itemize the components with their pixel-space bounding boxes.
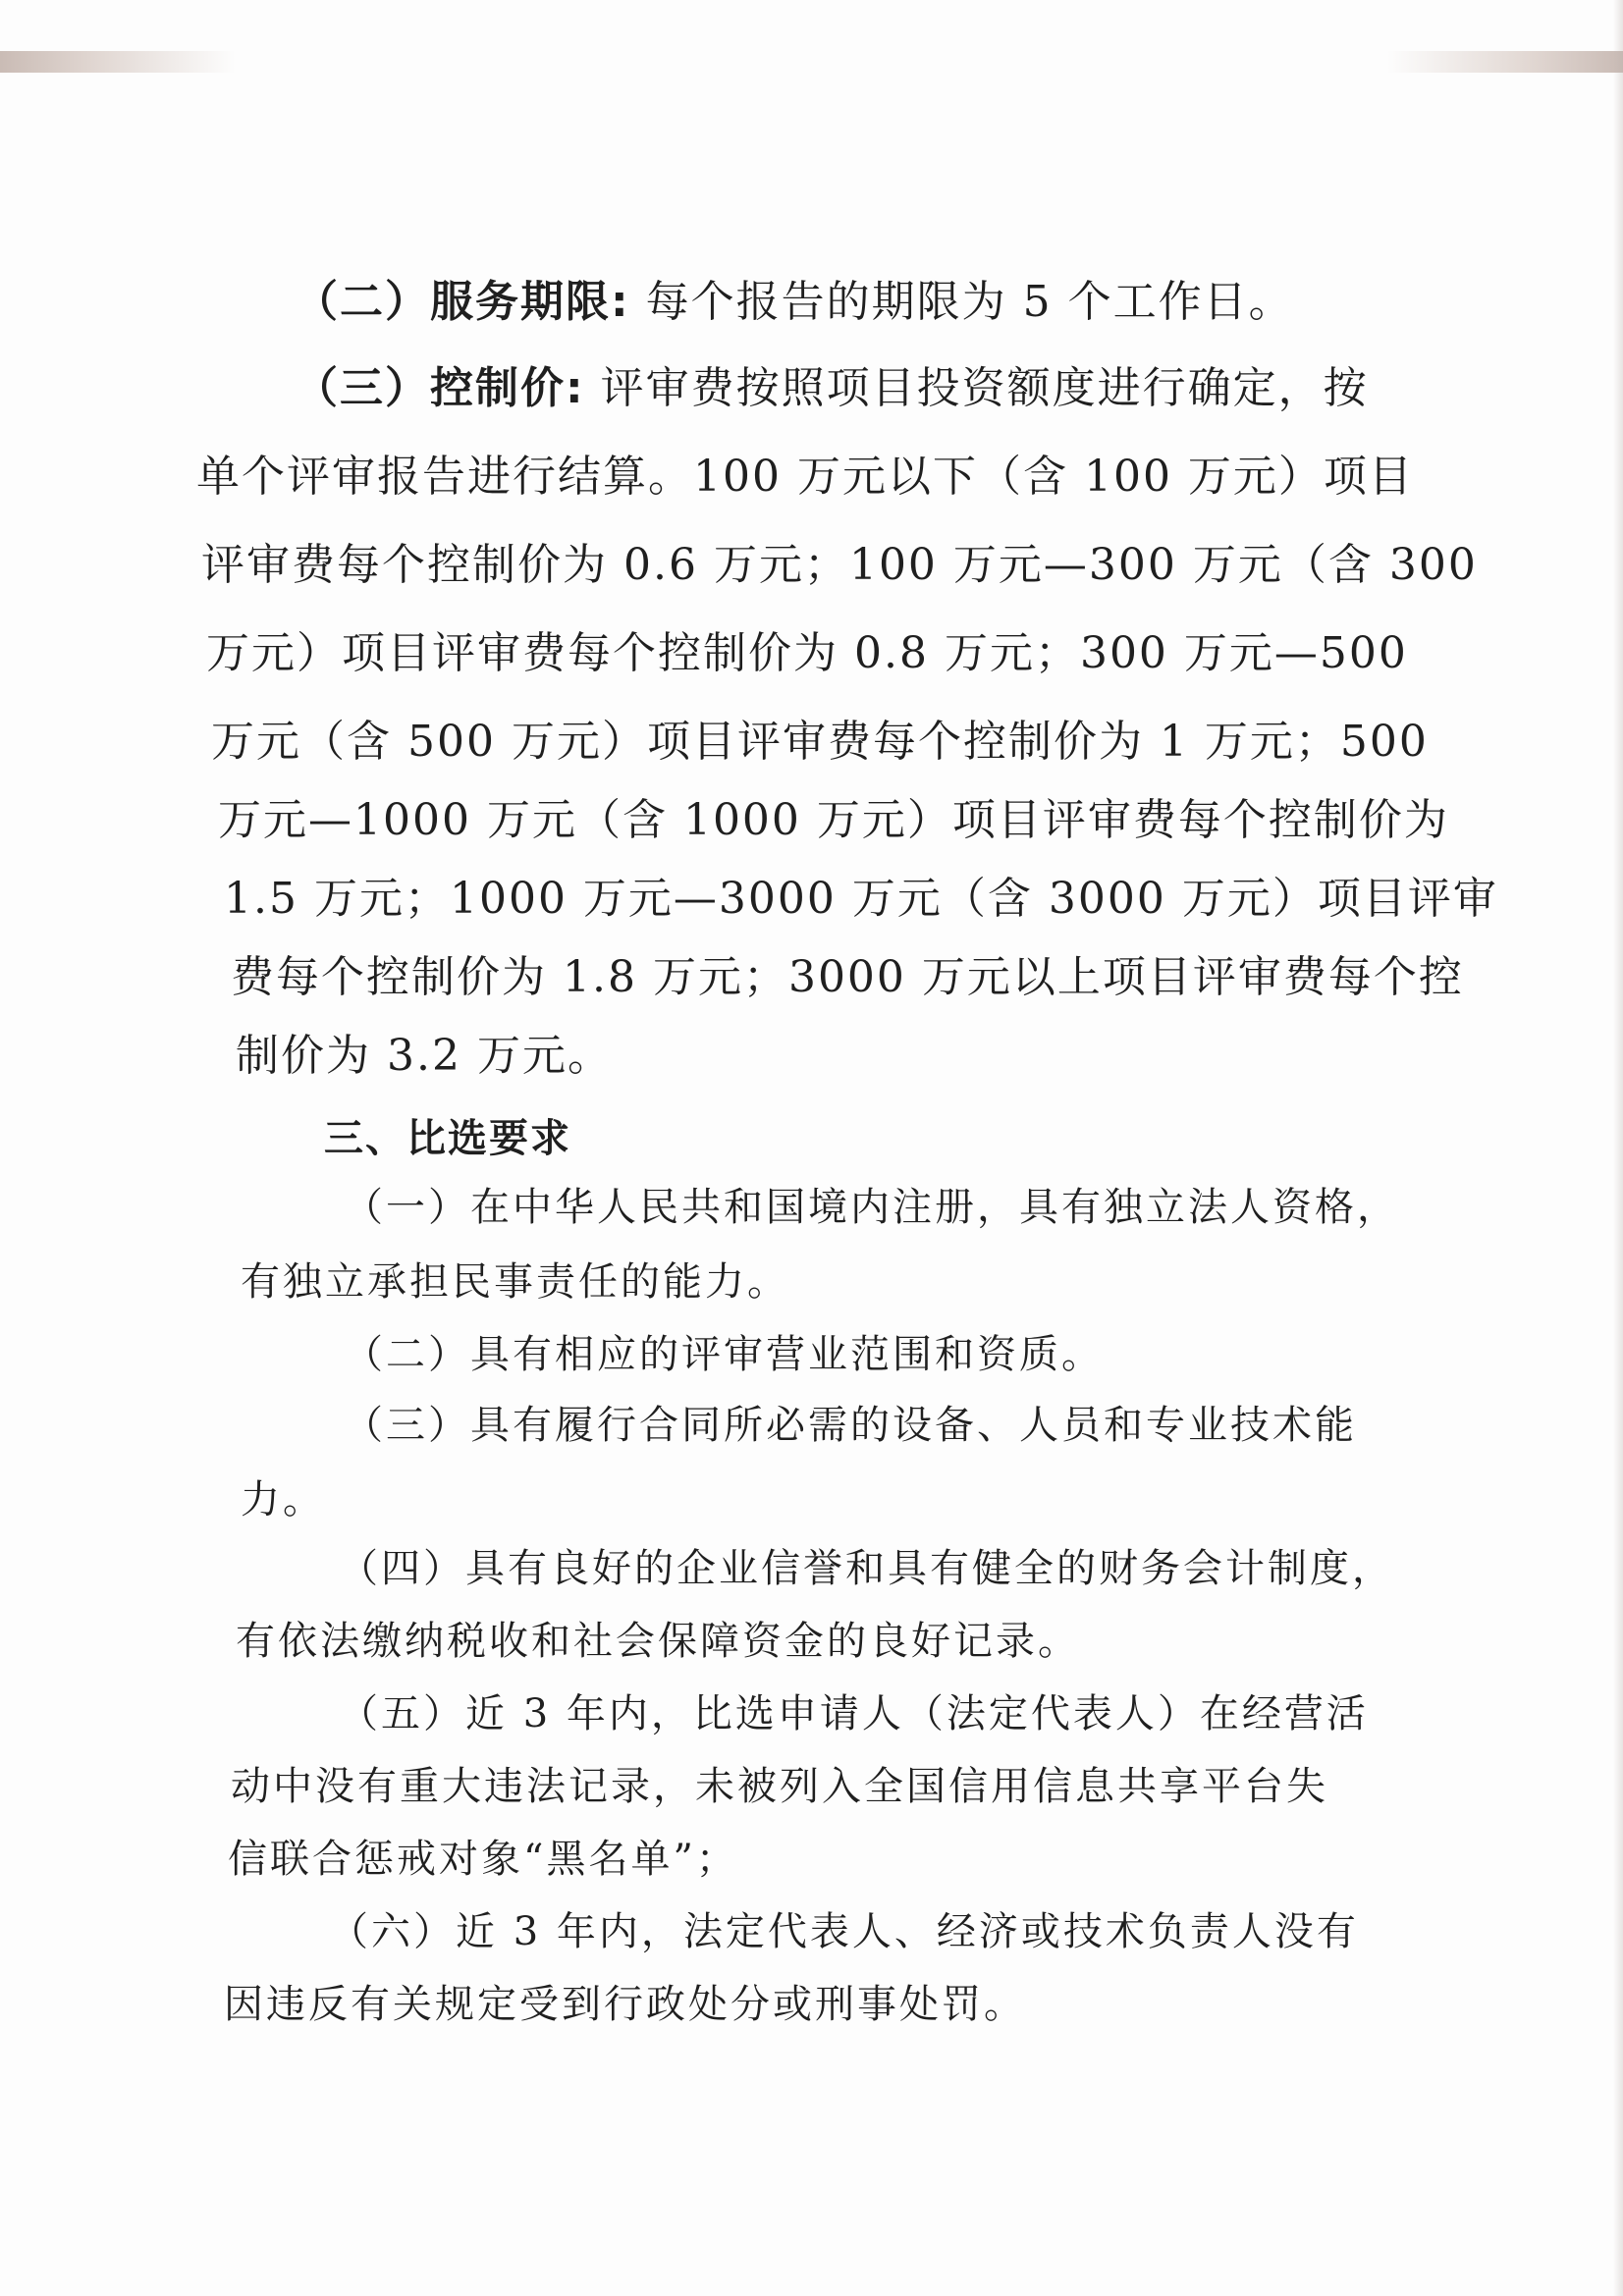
scan-shadow-left xyxy=(0,51,236,73)
requirement-line-10: 信联合惩戒对象“黑名单”； xyxy=(228,1837,738,1882)
control-price-line-5: 万元（含 500 万元）项目评审费每个控制价为 1 万元；500 xyxy=(211,717,1429,767)
requirement-line-8: （五）近 3 年内，比选申请人（法定代表人）在经营活 xyxy=(339,1691,1369,1736)
control-price-line-6: 万元—1000 万元（含 1000 万元）项目评审费每个控制价为 xyxy=(218,795,1449,845)
scan-shadow-right xyxy=(1387,51,1623,73)
requirement-line-4: （三）具有履行合同所必需的设备、人员和专业技术能 xyxy=(344,1403,1357,1448)
scan-edge-right xyxy=(1613,0,1623,2296)
control-price-line-4: 万元）项目评审费每个控制价为 0.8 万元；300 万元—500 xyxy=(206,628,1408,678)
control-price-line-8: 费每个控制价为 1.8 万元；3000 万元以上项目评审费每个控 xyxy=(231,952,1464,1002)
requirement-line-3: （二）具有相应的评审营业范围和资质。 xyxy=(344,1332,1104,1377)
requirement-line-9: 动中没有重大违法记录，未被列入全国信用信息共享平台失 xyxy=(231,1764,1328,1809)
control-price-line-9: 制价为 3.2 万元。 xyxy=(236,1031,613,1081)
control-price-line-7: 1.5 万元；1000 万元—3000 万元（含 3000 万元）项目评审 xyxy=(224,874,1498,924)
service-period-label: （二）服务期限: xyxy=(295,277,630,327)
requirement-line-6: （四）具有良好的企业信誉和具有健全的财务会计制度， xyxy=(339,1546,1394,1591)
requirement-line-5: 力。 xyxy=(241,1477,325,1522)
service-period-text: 每个报告的期限为 5 个工作日。 xyxy=(645,277,1294,327)
control-price-label: （三）控制价: xyxy=(295,363,585,413)
requirement-line-2: 有独立承担民事责任的能力。 xyxy=(241,1259,789,1305)
control-price-line-2: 单个评审报告进行结算。100 万元以下（含 100 万元）项目 xyxy=(196,452,1414,502)
control-price-line-1: 评审费按照项目投资额度进行确定，按 xyxy=(600,363,1369,413)
requirement-line-7: 有依法缴纳税收和社会保障资金的良好记录。 xyxy=(236,1619,1080,1664)
requirement-line-11: （六）近 3 年内，法定代表人、经济或技术负责人没有 xyxy=(329,1909,1359,1954)
paragraph-service-period xyxy=(295,273,1294,332)
section-heading-requirements: 三、比选要求 xyxy=(324,1116,571,1161)
requirement-line-1: （一）在中华人民共和国境内注册，具有独立法人资格， xyxy=(344,1185,1399,1230)
control-price-line-3: 评审费每个控制价为 0.6 万元；100 万元—300 万元（含 300 xyxy=(201,540,1478,590)
requirement-line-12: 因违反有关规定受到行政处分或刑事处罚。 xyxy=(224,1982,1026,2027)
paragraph-control-price xyxy=(295,359,1369,418)
